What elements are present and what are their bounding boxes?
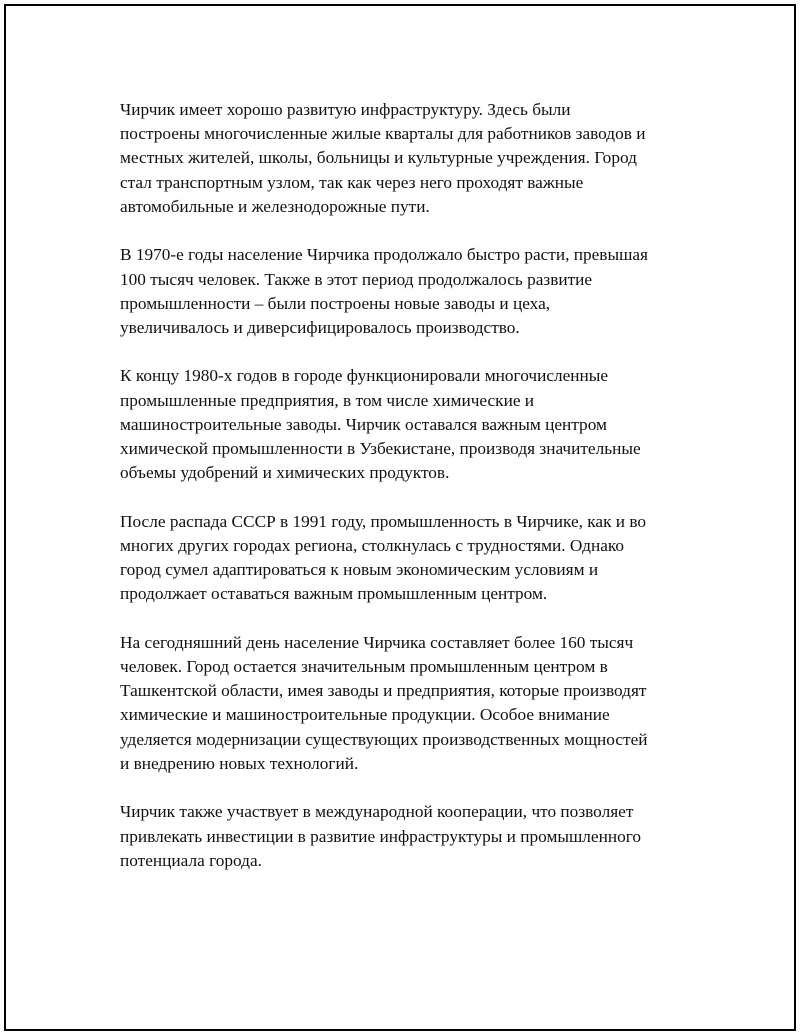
text-line: К концу 1980-х годов в городе функционировали многочисленные <box>120 366 609 386</box>
paragraph-1 <box>120 98 720 219</box>
text-line: автомобильные и железнодорожные пути. <box>120 196 430 216</box>
text-line: уделяется модернизации существующих производственных мощностей <box>120 729 648 749</box>
paragraph-6 <box>120 800 720 873</box>
text-line: машиностроительные заводы. Чирчик оставался важным центром <box>120 414 607 434</box>
text-line: увеличивалось и диверсифицировалось производство. <box>120 317 520 337</box>
text-line: Чирчик имеет хорошо развитую инфраструктуру. Здесь были <box>120 100 571 119</box>
text-line: химической промышленности в Узбекистане, производя значительные <box>120 439 641 459</box>
text-line: 100 тысяч человек. Также в этот период продолжалось развитие <box>120 269 593 289</box>
text-line: стал транспортным узлом, так как через него проходят важные <box>120 172 584 192</box>
paragraph-2 <box>120 243 720 340</box>
text-line: построены многочисленные жилые кварталы для работников заводов и <box>120 124 646 144</box>
text-line: промышленности – были построены новые заводы и цеха, <box>120 293 551 313</box>
text-line: город сумел адаптироваться к новым экономическим условиям и <box>120 560 599 580</box>
text-line: объемы удобрений и химических продуктов. <box>120 463 450 483</box>
text-line: местных жителей, школы, больницы и культурные учреждения. Город <box>120 148 637 168</box>
page-frame <box>4 4 796 1031</box>
text-line: человек. Город остается значительным промышленным центром в <box>120 657 608 677</box>
document-body <box>120 98 720 897</box>
paragraph-3 <box>120 364 720 485</box>
paragraph-4 <box>120 510 720 607</box>
text-line: привлекать инвестиции в развитие инфраструктуры и промышленного <box>120 826 642 846</box>
text-line: продолжает оставаться важным промышленным центром. <box>120 584 548 604</box>
text-line: химические и машиностроительные продукции. Особое внимание <box>120 705 610 725</box>
text-line: Чирчик также участвует в международной кооперации, что позволяет <box>120 802 634 822</box>
paragraph-5 <box>120 631 720 776</box>
text-line: После распада СССР в 1991 году, промышленность в Чирчике, как и во <box>120 511 647 531</box>
text-line: Ташкентской области, имея заводы и предприятия, которые производят <box>120 681 647 701</box>
text-line: и внедрению новых технологий. <box>120 753 359 773</box>
text-line: В 1970-е годы население Чирчика продолжало быстро расти, превышая <box>120 245 649 265</box>
text-line: На сегодняшний день население Чирчика составляет более 160 тысяч <box>120 632 634 652</box>
text-line: потенциала города. <box>120 850 262 870</box>
text-line: промышленные предприятия, в том числе химические и <box>120 390 535 410</box>
text-line: многих других городах региона, столкнулась с трудностями. Однако <box>120 535 625 555</box>
